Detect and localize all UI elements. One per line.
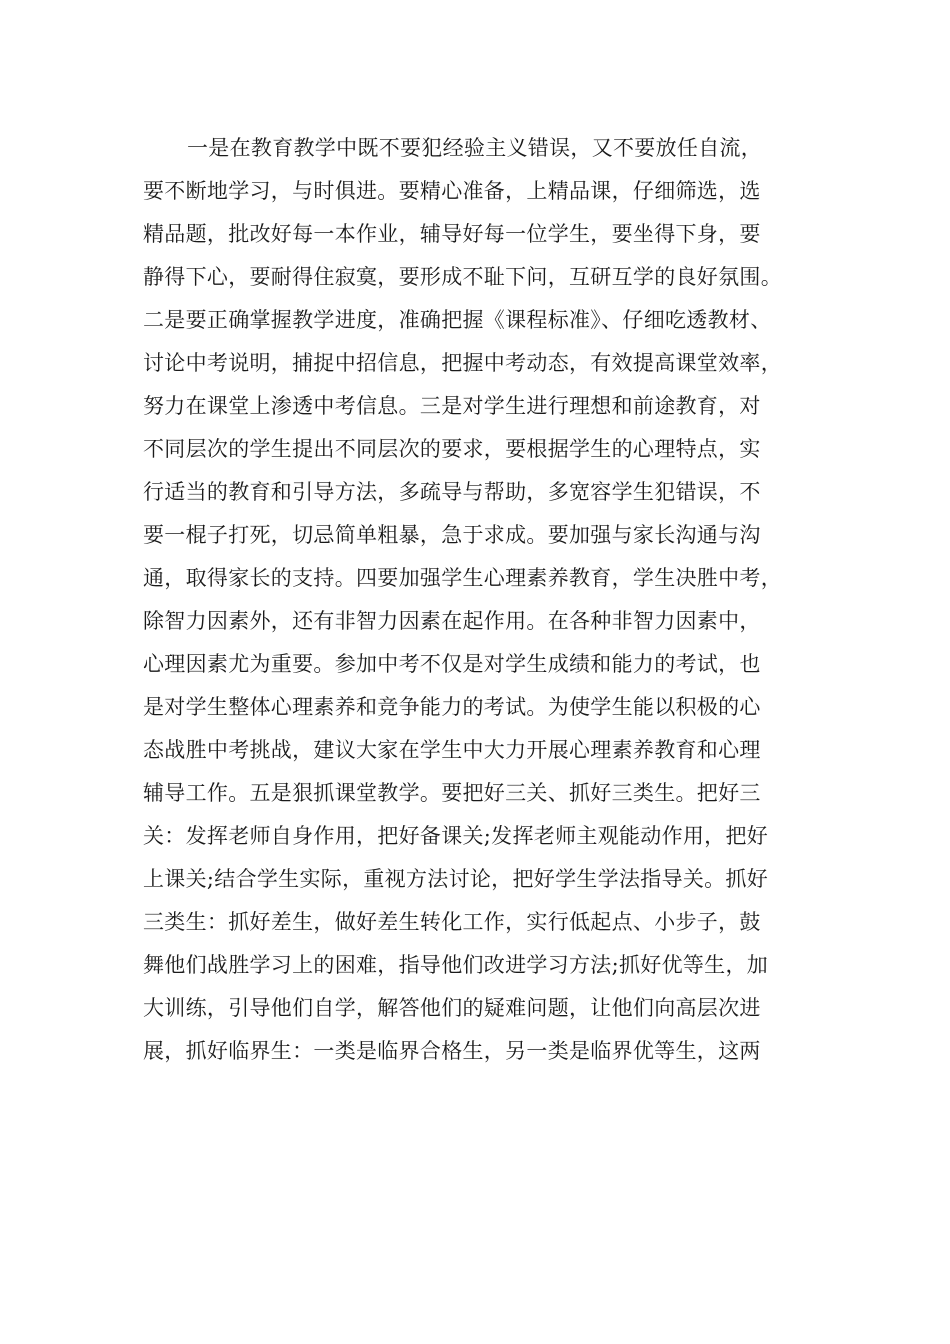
text-line: 一是在教育教学中既不要犯经验主义错误，又不要放任自流， — [187, 136, 763, 160]
text-line: 展，抓好临界生：一类是临界合格生，另一类是临界优等生，这两 — [143, 1039, 761, 1063]
text-line: 舞他们战胜学习上的困难，指导他们改进学习方法;抓好优等生，加 — [143, 953, 769, 977]
text-line: 努力在课堂上渗透中考信息。三是对学生进行理想和前途教育，对 — [143, 394, 761, 418]
text-line: 辅导工作。五是狠抓课堂教学。要把好三关、抓好三类生。把好三 — [143, 781, 761, 805]
text-line: 行适当的教育和引导方法，多疏导与帮助，多宽容学生犯错误，不 — [143, 480, 761, 504]
body-paragraph — [143, 127, 823, 1073]
text-line: 精品题，批改好每一本作业，辅导好每一位学生，要坐得下身，要 — [143, 222, 761, 246]
text-line: 是对学生整体心理素养和竞争能力的考试。为使学生能以积极的心 — [143, 695, 761, 719]
text-line: 要一棍子打死，切忌简单粗暴，急于求成。要加强与家长沟通与沟 — [143, 523, 761, 547]
text-line: 关：发挥老师自身作用，把好备课关;发挥老师主观能动作用，把好 — [143, 824, 769, 848]
text-line: 讨论中考说明，捕捉中招信息，把握中考动态，有效提高课堂效率， — [143, 351, 782, 375]
text-line: 二是要正确掌握教学进度，准确把握《课程标准》、仔细吃透教材、 — [143, 308, 772, 332]
text-line: 三类生：抓好差生，做好差生转化工作，实行低起点、小步子，鼓 — [143, 910, 761, 934]
text-line: 不同层次的学生提出不同层次的要求，要根据学生的心理特点，实 — [143, 437, 761, 461]
text-line: 态战胜中考挑战，建议大家在学生中大力开展心理素养教育和心理 — [143, 738, 761, 762]
text-line: 上课关;结合学生实际，重视方法讨论，把好学生学法指导关。抓好 — [143, 867, 769, 891]
text-line: 除智力因素外，还有非智力因素在起作用。在各种非智力因素中， — [143, 609, 761, 633]
text-line: 通，取得家长的支持。四要加强学生心理素养教育，学生决胜中考， — [143, 566, 782, 590]
text-line: 要不断地学习，与时俱进。要精心准备，上精品课，仔细筛选，选 — [143, 179, 761, 203]
text-line: 大训练，引导他们自学，解答他们的疑难问题，让他们向高层次进 — [143, 996, 761, 1020]
text-line: 静得下心，要耐得住寂寞，要形成不耻下问，互研互学的良好氛围。 — [143, 265, 782, 289]
text-line: 心理因素尤为重要。参加中考不仅是对学生成绩和能力的考试，也 — [143, 652, 761, 676]
